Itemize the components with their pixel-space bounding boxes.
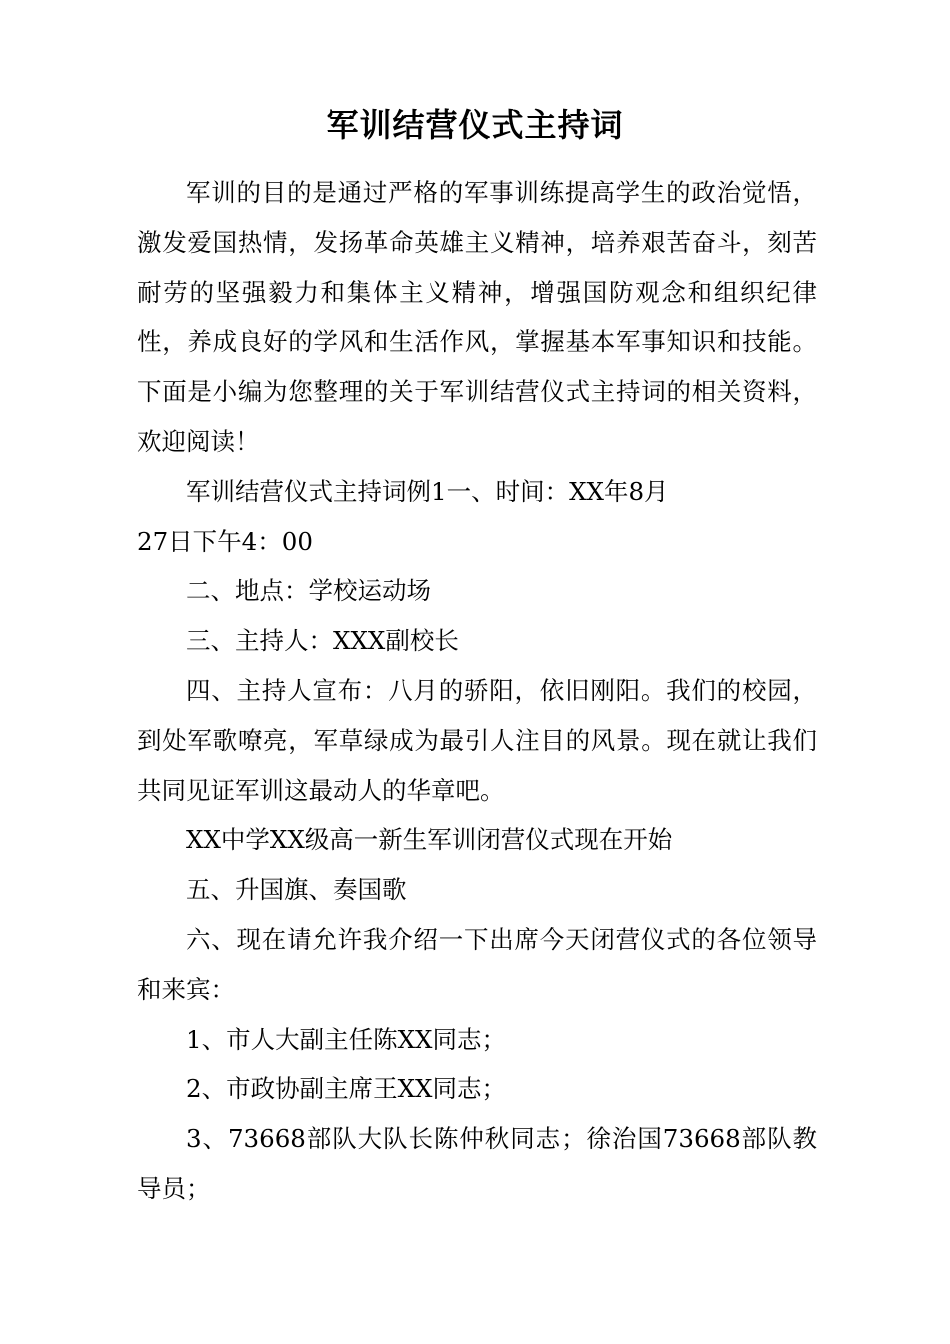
paragraph-host: 三、主持人：XXX副校长: [186, 626, 459, 656]
paragraph-guest-1: 1、市人大副主任陈XX同志；: [186, 1024, 506, 1054]
paragraph-example-time: 军训结营仪式主持词例1一、时间：XX年8月: [186, 476, 669, 506]
paragraph-opening: XX中学XX级高一新生军训闭营仪式现在开始: [186, 825, 673, 855]
document-body: [137, 168, 817, 1214]
paragraph-flag-anthem: 五、升国旗、奏国歌: [186, 875, 407, 905]
paragraph-time-continued: 27日下午4：00: [137, 526, 313, 556]
paragraph-guest-2: 2、市政协副主席王XX同志；: [186, 1074, 506, 1104]
paragraph-introduce-guests: 六、现在请允许我介绍一下出席今天闭营仪式的各位领导和来宾：: [137, 924, 817, 1004]
paragraph-guest-3: 3、73668部队大队长陈仲秋同志；徐治国73668部队教导员；: [137, 1124, 817, 1203]
paragraph-location: 二、地点：学校运动场: [186, 576, 431, 606]
document-title: 军训结营仪式主持词: [326, 106, 624, 144]
paragraph-intro: 军训的目的是通过严格的军事训练提高学生的政治觉悟，激发爱国热情，发扬革命英雄主义精神，培养艰苦奋斗，刻苦耐劳的坚强毅力和集体主义精神，增强国防观念和组织纪律性，养成良好的学风和生活作风，掌握基本军事知识和技能。下面是小编为您整理的关于军训结营仪式主持词的相关资料，欢迎阅读！: [137, 178, 817, 456]
paragraph-announcement: 四、主持人宣布：八月的骄阳，依旧刚阳。我们的校园，到处军歌嘹亮，军草绿成为最引人注目的风景。现在就让我们共同见证军训这最动人的华章吧。: [137, 675, 817, 805]
